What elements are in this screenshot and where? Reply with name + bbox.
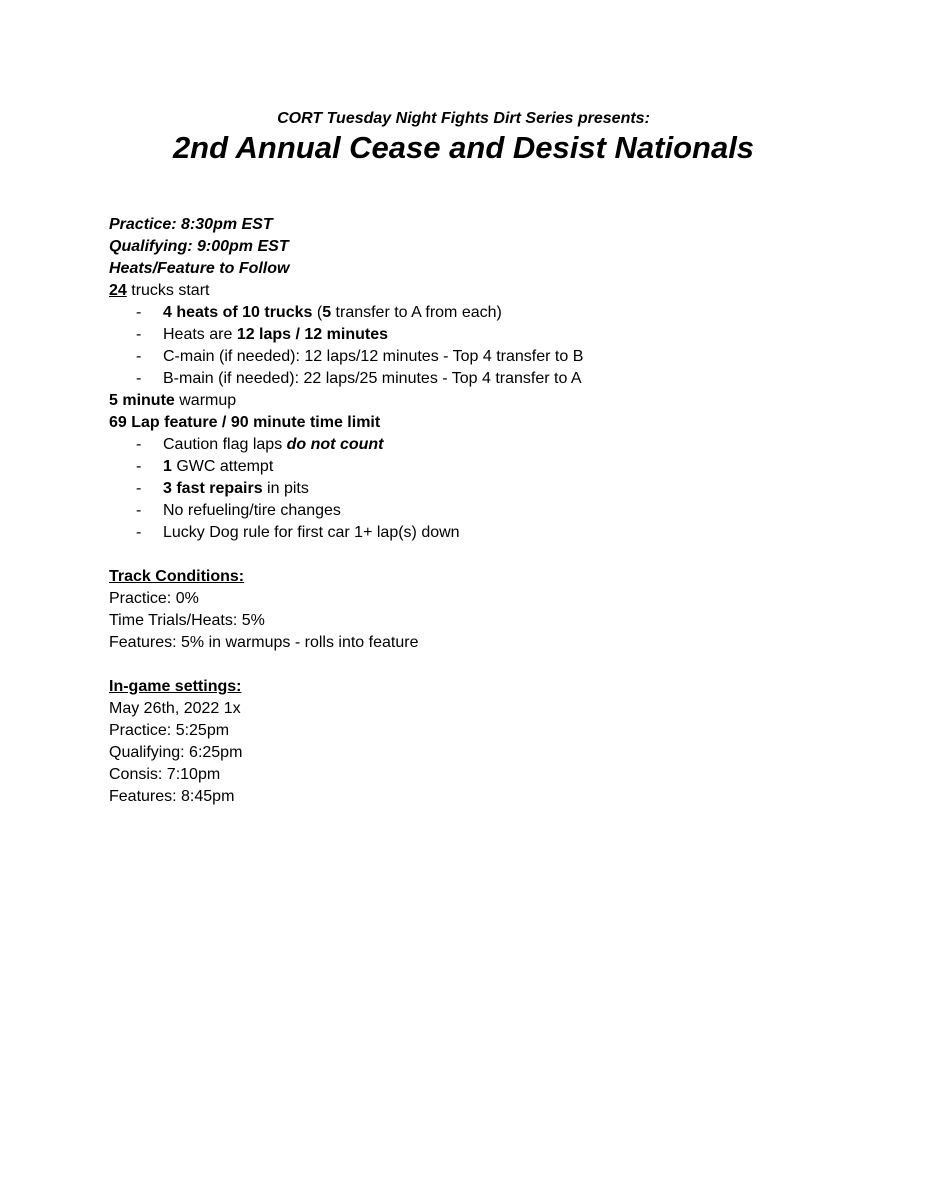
series-subtitle: CORT Tuesday Night Fights Dirt Series presents: — [277, 110, 650, 127]
feature-rule-3 — [109, 478, 869, 500]
heat-rule-4 — [109, 368, 869, 390]
setting-line: Qualifying: 6:25pm — [109, 744, 243, 761]
heat-rule-2 — [109, 324, 869, 346]
track-condition-line: Practice: 0% — [109, 590, 199, 607]
heats-note: Heats/Feature to Follow — [109, 260, 290, 277]
feature-rule-4 — [109, 500, 869, 522]
warmup-text: warmup — [174, 392, 237, 409]
feature-rule-4-text: No refueling/tire changes — [163, 502, 341, 519]
field-count-suffix: trucks start — [126, 282, 210, 299]
heat-rule-3 — [109, 346, 869, 368]
feature-rule-1-text: Caution flag laps — [163, 436, 287, 453]
setting-line: Practice: 5:25pm — [109, 722, 230, 739]
setting-line: Features: 8:45pm — [109, 788, 235, 805]
field-count: 24 — [109, 282, 127, 299]
spacer — [109, 544, 869, 566]
feature-rule-1-emphasis: do not count — [286, 436, 384, 453]
heat-rule-1-bold-2: 5 — [322, 304, 332, 321]
bullet-dash: - — [136, 458, 142, 475]
feature-rule-5-text: Lucky Dog rule for first car 1+ lap(s) down — [163, 524, 460, 541]
heat-rule-1 — [109, 302, 869, 324]
heat-rule-1-text-2: transfer to A from each) — [331, 304, 502, 321]
bullet-dash: - — [136, 304, 142, 321]
track-conditions-heading: Track Conditions: — [109, 568, 245, 585]
feature-title: 69 Lap feature / 90 minute time limit — [109, 414, 381, 431]
setting-line: Consis: 7:10pm — [109, 766, 221, 783]
bullet-dash: - — [136, 326, 142, 343]
feature-rule-3-text: in pits — [262, 480, 309, 497]
feature-rule-5 — [109, 522, 869, 544]
heat-rule-3-text: C-main (if needed): 12 laps/12 minutes - Top 4 transfer to B — [163, 348, 584, 365]
bullet-dash: - — [136, 480, 142, 497]
bullet-dash: - — [136, 524, 142, 541]
feature-rule-2 — [109, 456, 869, 478]
setting-line: May 26th, 2022 1x — [109, 700, 241, 717]
heat-rule-2-bold: 12 laps / 12 minutes — [236, 326, 388, 343]
heat-rule-2-text: Heats are — [163, 326, 237, 343]
feature-rule-1 — [109, 434, 869, 456]
track-condition-line: Features: 5% in warmups - rolls into feature — [109, 634, 419, 651]
document-body — [109, 214, 869, 808]
track-condition-line: Time Trials/Heats: 5% — [109, 612, 265, 629]
heat-rule-1-text: ( — [312, 304, 323, 321]
event-title: 2nd Annual Cease and Desist Nationals — [172, 130, 755, 165]
qualifying-time: Qualifying: 9:00pm EST — [109, 238, 289, 255]
warmup-bold: 5 minute — [109, 392, 175, 409]
practice-time: Practice: 8:30pm EST — [109, 216, 273, 233]
heat-rule-1-bold: 4 heats of 10 trucks — [163, 304, 313, 321]
feature-rule-2-bold: 1 — [163, 458, 172, 475]
bullet-dash: - — [136, 348, 142, 365]
feature-rule-3-bold: 3 fast repairs — [163, 480, 263, 497]
in-game-settings-heading: In-game settings: — [109, 678, 242, 695]
field-size — [109, 280, 869, 302]
warmup-line — [109, 390, 869, 412]
bullet-dash: - — [136, 436, 142, 453]
heat-rule-4-text: B-main (if needed): 22 laps/25 minutes - Top 4 transfer to A — [163, 370, 582, 387]
feature-rule-2-text: GWC attempt — [171, 458, 274, 475]
bullet-dash: - — [136, 370, 142, 387]
spacer — [109, 654, 869, 676]
bullet-dash: - — [136, 502, 142, 519]
